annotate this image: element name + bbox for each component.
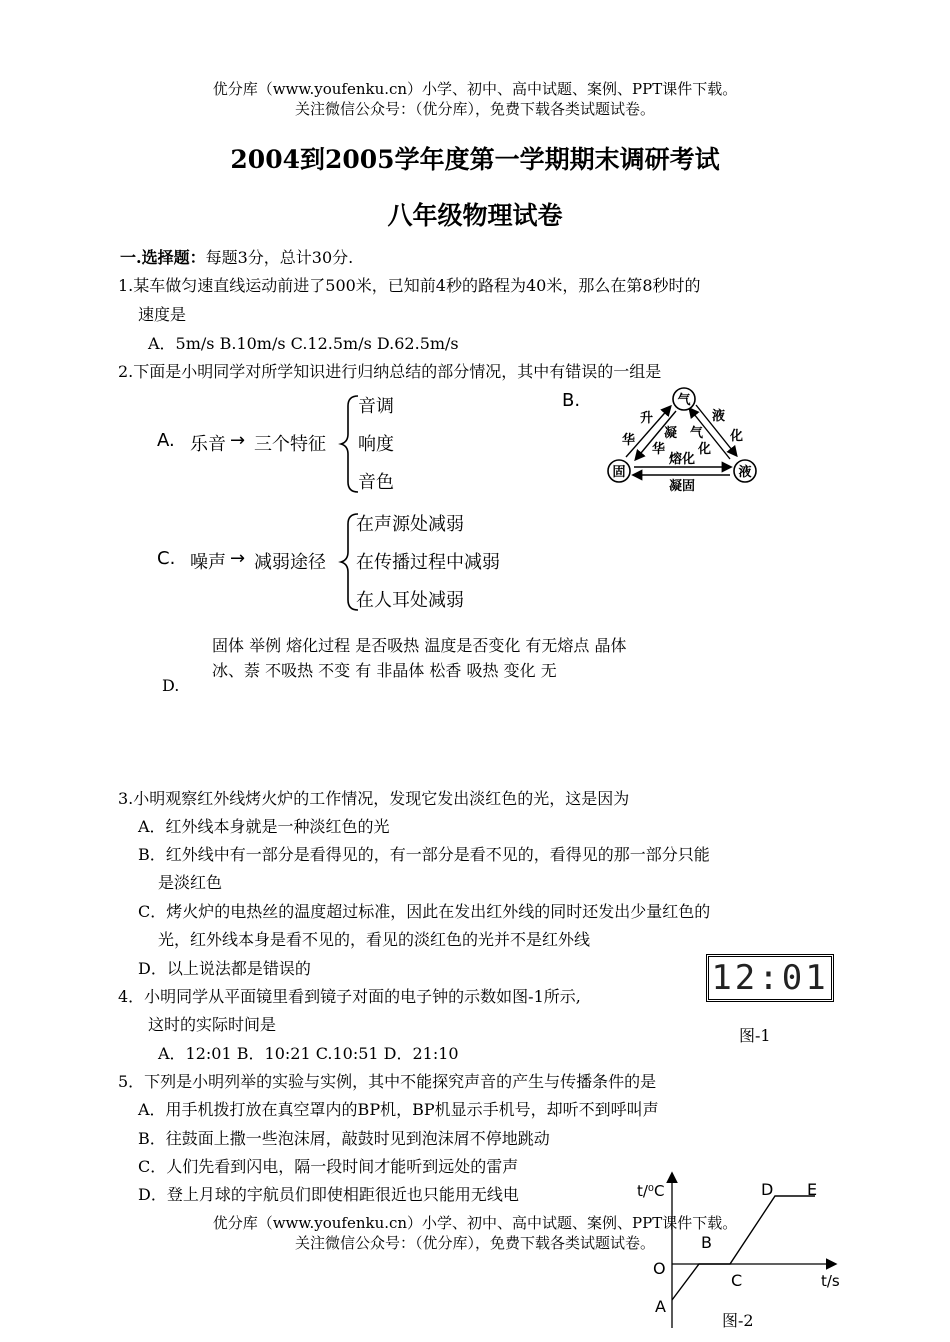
x-axis-label: t/s: [821, 1272, 840, 1290]
q5-stem: 5．下列是小明列举的实验与实例，其中不能探究声音的产生与传播条件的是: [118, 1072, 657, 1091]
q3-option-d: D．以上说法都是错误的: [138, 959, 311, 978]
section-heading: [120, 245, 353, 268]
point-a-label: A: [655, 1297, 666, 1316]
fig-a-item-2: 响度: [358, 434, 394, 455]
fig-d-row-2: 冰、萘 不吸热 不变 有 非晶体 松香 吸热 变化 无: [212, 661, 557, 680]
fig-c-label: C.: [157, 548, 176, 569]
clock-display: 12:01: [711, 958, 829, 998]
fig-1-caption: 图-1: [739, 1026, 771, 1045]
fig-a-item-1: 音调: [358, 396, 394, 417]
q5-option-c: C．人们先看到闪电，隔一段时间才能听到远处的雷声: [138, 1157, 519, 1176]
q2-stem: 2.下面是小明同学对所学知识进行归纳总结的部分情况，其中有错误的一组是: [118, 362, 662, 381]
gas-text: 气: [677, 393, 691, 408]
footer-line-2: 关注微信公众号：（优分库），免费下载各类试题试卷。: [294, 1234, 655, 1252]
fig-a-label: A.: [157, 430, 175, 451]
section-label: 一.选择题：: [120, 248, 206, 267]
fig-c-item-1: 在声源处减弱: [356, 514, 464, 535]
sub-2-text: 华: [622, 433, 636, 448]
q3-stem: 3.小明观察红外线烤火炉的工作情况，发现它发出淡红色的光，这是因为: [118, 789, 630, 808]
header-line-1: 优分库（www.youfenku.cn）小学、初中、高中试题、案例、PPT课件下载。: [212, 80, 738, 98]
y-axis-label: t/⁰C: [637, 1182, 665, 1200]
fig-a-term: 乐音: [190, 434, 226, 455]
sub-1-text: 升: [640, 411, 654, 426]
freeze-text: 凝固: [668, 479, 696, 494]
page-subtitle: 八年级物理试卷: [387, 201, 563, 230]
solid-text: 固: [612, 465, 626, 480]
evap-1-text: 气: [690, 426, 704, 441]
q5-option-b: B．往鼓面上撒一些泡沫屑，敲鼓时见到泡沫屑不停地跳动: [138, 1129, 550, 1148]
fig-a-item-3: 音色: [358, 472, 394, 493]
fig-a-arrow: →: [230, 430, 246, 451]
q4-stem-1: 4．小明同学从平面镜里看到镜子对面的电子钟的示数如图-1所示,: [118, 987, 581, 1006]
q5-option-a: A．用手机拨打放在真空罩内的BP机，BP机显示手机号，却听不到呼叫声: [138, 1100, 659, 1119]
desub-2-text: 华: [652, 442, 666, 457]
q4-options: A．12:01 B．10:21 C.10:51 D．21:10: [158, 1044, 459, 1063]
lique-2-text: 化: [730, 429, 744, 444]
q1-options: A．5m/s B.10m/s C.12.5m/s D.62.5m/s: [148, 334, 459, 353]
q1-stem-1: 1.某车做匀速直线运动前进了500米，已知前4秒的路程为40米，那么在第8秒时的: [118, 276, 701, 295]
fig-c-term: 噪声: [190, 552, 226, 573]
footer-line-1: 优分库（www.youfenku.cn）小学、初中、高中试题、案例、PPT课件下载。: [212, 1214, 738, 1232]
page-title: 2004到2005学年度第一学期期末调研考试: [230, 145, 720, 174]
point-c-label: C: [731, 1271, 743, 1290]
fig-c-item-3: 在人耳处减弱: [356, 590, 464, 611]
q1-stem-2: 速度是: [138, 305, 187, 324]
phase-diagram: [598, 385, 773, 497]
header-line-2: 关注微信公众号：（优分库），免费下载各类试题试卷。: [294, 100, 655, 118]
point-d-label: D: [761, 1180, 774, 1199]
fig-2-caption: 图-2: [722, 1311, 754, 1330]
q3-option-c-1: C．烤火炉的电热丝的温度超过标准，因此在发出红外线的同时还发出少量红色的: [138, 902, 711, 921]
section-note: 每题3分，总计30分.: [205, 248, 354, 267]
melt-text: 熔化: [668, 452, 696, 467]
q3-option-b-2: 是淡红色: [158, 873, 223, 892]
fig-b-label: B.: [562, 390, 581, 411]
q3-option-c-2: 光，红外线本身是看不见的，看见的淡红色的光并不是红外线: [158, 930, 591, 949]
origin-label: O: [653, 1259, 666, 1278]
fig-c-arrow: →: [230, 548, 246, 569]
point-e-label: E: [807, 1180, 818, 1199]
fig-c-item-2: 在传播过程中减弱: [356, 552, 500, 573]
evap-2-text: 化: [698, 442, 712, 457]
point-b-label: B: [701, 1233, 712, 1252]
q3-option-b-1: B．红外线中有一部分是看得见的，有一部分是看不见的，看得见的那一部分只能: [138, 845, 710, 864]
q3-option-a: A．红外线本身就是一种淡红色的光: [138, 817, 390, 836]
fig-a-head: 三个特征: [254, 434, 326, 455]
liquid-text: 液: [738, 465, 752, 480]
desub-1-text: 凝: [664, 426, 678, 441]
digital-clock: [706, 954, 834, 1002]
fig-d-row-1: 固体 举例 熔化过程 是否吸热 温度是否变化 有无熔点 晶体: [212, 636, 627, 655]
fig-d-label: D.: [162, 676, 180, 695]
fig-c-head: 减弱途径: [254, 552, 326, 573]
q4-stem-2: 这时的实际时间是: [148, 1015, 277, 1034]
q5-option-d: D．登上月球的宇航员们即使相距很近也只能用无线电: [138, 1185, 519, 1204]
lique-1-text: 液: [712, 409, 726, 424]
